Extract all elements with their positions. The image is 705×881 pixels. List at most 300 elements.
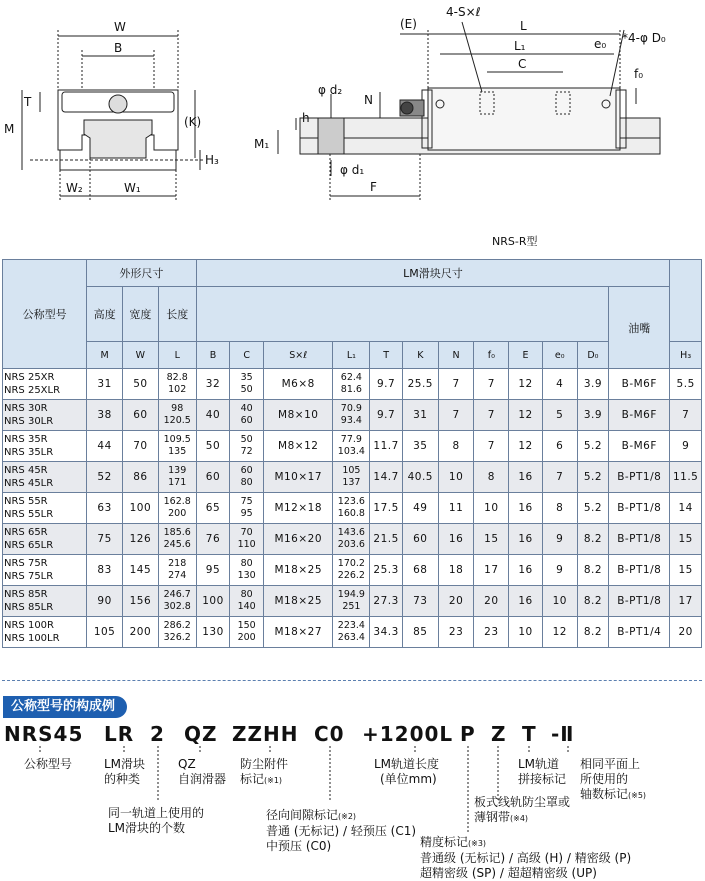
cell-dim-f0: 7 — [474, 431, 509, 462]
cell-dim-T: 9.7 — [370, 400, 403, 431]
cell-dim-H3: 7 — [670, 400, 702, 431]
cell-dim-C-line: 140 — [237, 601, 256, 612]
cell-grease: B-PT1/8 — [609, 493, 670, 524]
code-rail-length: +1200L — [362, 722, 454, 746]
cell-dim-H3: 9 — [670, 431, 702, 462]
sym-W: W — [122, 342, 158, 369]
cell-dim-W: 100 — [122, 493, 158, 524]
cell-grease: B-PT1/4 — [609, 617, 670, 648]
code-axes: -Ⅱ — [551, 722, 575, 746]
cell-model-line: NRS 35R — [4, 434, 48, 445]
front-rail — [84, 120, 152, 158]
cell-dim-L-line: 326.2 — [163, 632, 191, 643]
header-outer: 外形尺寸 — [87, 260, 196, 287]
cell-dim-L1 — [333, 524, 370, 555]
cell-dim-B: 60 — [196, 462, 230, 493]
table-row — [3, 555, 702, 586]
cell-dim-L1-line: 194.9 — [337, 589, 365, 600]
label-axes: 相同平面上 所使用的 轴数标记(※5) — [580, 757, 647, 801]
sym-S: S×ℓ — [264, 342, 333, 369]
cell-dim-C-line: 50 — [240, 384, 253, 395]
cell-dim-L-line: 171 — [168, 477, 187, 488]
cell-dim-W: 50 — [122, 369, 158, 400]
cell-dim-C-line: 50 — [240, 434, 253, 445]
cell-model-line: NRS 35LR — [4, 447, 54, 458]
dim-W2-label: W₂ — [66, 181, 83, 195]
sym-f0: f₀ — [474, 342, 509, 369]
cell-model-line: NRS 75R — [4, 558, 48, 569]
sym-N: N — [438, 342, 474, 369]
cell-dim-L-line: 286.2 — [163, 620, 191, 631]
header-model: 公称型号 — [3, 260, 87, 369]
cell-grease: B-PT1/8 — [609, 462, 670, 493]
label-dust: 防尘附件 标记(※1) — [240, 757, 289, 786]
dim-d2-label: φ d₂ — [318, 83, 343, 97]
dim-h-label: h — [302, 111, 310, 125]
cell-dim-L-line: 218 — [168, 558, 187, 569]
cell-dim-L1-line: 81.6 — [340, 384, 362, 395]
dim-K-label: (K) — [184, 115, 202, 129]
cell-dim-C-line: 150 — [237, 620, 256, 631]
cell-dim-L-line: 162.8 — [163, 496, 191, 507]
cell-dim-N: 10 — [438, 462, 474, 493]
cell-dim-L1 — [333, 462, 370, 493]
cell-dim-f0: 7 — [474, 400, 509, 431]
cell-dim-N: 20 — [438, 586, 474, 617]
cell-dim-L-line: 109.5 — [163, 434, 191, 445]
cell-dim-C-line: 80 — [240, 477, 253, 488]
cell-dim-S: M12×18 — [264, 493, 333, 524]
cell-dim-C-line: 75 — [240, 496, 253, 507]
cell-dim-S: M8×12 — [264, 431, 333, 462]
cell-dim-W: 200 — [122, 617, 158, 648]
cell-model — [3, 431, 87, 462]
cell-dim-N: 7 — [438, 400, 474, 431]
cell-model-line: NRS 30LR — [4, 416, 54, 427]
cell-dim-E: 12 — [509, 369, 543, 400]
cell-dim-K: 85 — [402, 617, 438, 648]
label-qz: QZ 自润滑器 — [178, 757, 227, 786]
cell-model-line: NRS 85LR — [4, 602, 54, 613]
cell-dim-L1-line: 77.9 — [340, 434, 362, 445]
cell-dim-e0: 8 — [542, 493, 577, 524]
cell-dim-K: 60 — [402, 524, 438, 555]
dim-L-label: L — [520, 19, 527, 33]
cell-dim-C-line: 70 — [240, 527, 253, 538]
cell-dim-e0: 5 — [542, 400, 577, 431]
cell-dim-T: 34.3 — [370, 617, 403, 648]
cell-dim-L-line: 185.6 — [163, 527, 191, 538]
cell-dim-e0: 9 — [542, 524, 577, 555]
cell-model-line: NRS 45LR — [4, 478, 54, 489]
cell-dim-C-line: 95 — [240, 508, 253, 519]
cell-dim-M: 75 — [87, 524, 123, 555]
cell-dim-E: 16 — [509, 462, 543, 493]
cell-dim-S: M18×27 — [264, 617, 333, 648]
cell-dim-C-line: 130 — [237, 570, 256, 581]
cell-model — [3, 493, 87, 524]
cell-dim-L — [158, 555, 196, 586]
cell-dim-H3: 20 — [670, 617, 702, 648]
cell-dim-M: 83 — [87, 555, 123, 586]
cell-dim-L1 — [333, 400, 370, 431]
cell-dim-M: 38 — [87, 400, 123, 431]
cell-dim-e0: 6 — [542, 431, 577, 462]
cell-dim-f0: 20 — [474, 586, 509, 617]
cell-dim-D0: 8.2 — [577, 555, 609, 586]
cell-dim-f0: 17 — [474, 555, 509, 586]
cell-dim-W: 156 — [122, 586, 158, 617]
table-row — [3, 617, 702, 648]
cell-dim-L — [158, 400, 196, 431]
cell-dim-B: 50 — [196, 431, 230, 462]
cell-model-line: NRS 55R — [4, 496, 48, 507]
cell-model-line: NRS 30R — [4, 403, 48, 414]
cell-dim-L-line: 135 — [168, 446, 187, 457]
cell-dim-f0: 10 — [474, 493, 509, 524]
cell-dim-C-line: 40 — [240, 403, 253, 414]
cell-dim-L1-line: 105 — [342, 465, 361, 476]
cell-dim-M: 63 — [87, 493, 123, 524]
cell-dim-K: 35 — [402, 431, 438, 462]
cell-dim-L1-line: 226.2 — [337, 570, 365, 581]
sym-T: T — [370, 342, 403, 369]
cell-dim-E: 16 — [509, 524, 543, 555]
cell-dim-L-line: 82.8 — [166, 372, 188, 383]
cell-model-line: NRS 25XR — [4, 372, 55, 383]
sym-K: K — [402, 342, 438, 369]
code-qz: QZ — [184, 722, 218, 746]
cell-dim-L1-line: 143.6 — [337, 527, 365, 538]
cell-dim-D0: 3.9 — [577, 369, 609, 400]
code-model: NRS45 — [4, 722, 84, 746]
table-row — [3, 431, 702, 462]
cell-dim-T: 21.5 — [370, 524, 403, 555]
cell-dim-D0: 3.9 — [577, 400, 609, 431]
cell-dim-T: 11.7 — [370, 431, 403, 462]
label-clearance: 径向间隙标记(※2) 普通 (无标记) / 轻预压 (C1) 中预压 (C0) — [266, 808, 417, 853]
cell-dim-H3: 11.5 — [670, 462, 702, 493]
cell-dim-C — [230, 369, 264, 400]
cell-dim-L — [158, 617, 196, 648]
cell-dim-C — [230, 617, 264, 648]
cell-grease: B-PT1/8 — [609, 555, 670, 586]
cell-model-line: NRS 65R — [4, 527, 48, 538]
cell-grease: B-PT1/8 — [609, 586, 670, 617]
cell-dim-L1 — [333, 493, 370, 524]
cell-dim-D0: 5.2 — [577, 431, 609, 462]
cell-dim-E: 10 — [509, 617, 543, 648]
cell-dim-C — [230, 555, 264, 586]
cell-dim-L-line: 302.8 — [163, 601, 191, 612]
cell-dim-e0: 12 — [542, 617, 577, 648]
cell-dim-L-line: 246.7 — [163, 589, 191, 600]
cell-dim-L — [158, 431, 196, 462]
cell-dim-S: M8×10 — [264, 400, 333, 431]
cell-dim-S: M18×25 — [264, 586, 333, 617]
header-h3-blank — [670, 260, 702, 342]
code-accuracy: P — [460, 722, 476, 746]
cell-model-line: NRS 55LR — [4, 509, 54, 520]
composition-title: 公称型号的构成例 — [3, 696, 127, 718]
cell-dim-C-line: 72 — [240, 446, 253, 457]
cell-dim-e0: 7 — [542, 462, 577, 493]
cell-dim-B: 40 — [196, 400, 230, 431]
code-clearance: C0 — [314, 722, 345, 746]
cell-dim-M: 31 — [87, 369, 123, 400]
cell-dim-L1 — [333, 431, 370, 462]
cell-dim-D0: 5.2 — [577, 462, 609, 493]
cell-dim-W: 145 — [122, 555, 158, 586]
cell-dim-C-line: 200 — [237, 632, 256, 643]
cell-dim-B: 65 — [196, 493, 230, 524]
header-height: 高度 — [87, 287, 123, 342]
cell-dim-E: 16 — [509, 586, 543, 617]
cell-model — [3, 524, 87, 555]
cell-dim-E: 12 — [509, 431, 543, 462]
cell-dim-K: 68 — [402, 555, 438, 586]
cell-dim-L-line: 120.5 — [163, 415, 191, 426]
label-rail-length: LM轨道长度 (单位mm) — [374, 757, 440, 786]
cell-dim-H3: 5.5 — [670, 369, 702, 400]
sym-C: C — [230, 342, 264, 369]
cell-model — [3, 555, 87, 586]
cell-dim-C — [230, 493, 264, 524]
cell-dim-D0: 8.2 — [577, 524, 609, 555]
side-block — [428, 88, 620, 150]
sym-D0: D₀ — [577, 342, 609, 369]
cell-dim-E: 16 — [509, 493, 543, 524]
code-count: 2 — [150, 722, 165, 746]
code-dust: ZZHH — [232, 722, 299, 746]
drawing-caption: NRS-R型 — [492, 235, 538, 248]
code-joint: T — [522, 722, 537, 746]
table-row — [3, 493, 702, 524]
cell-dim-e0: 4 — [542, 369, 577, 400]
cell-model — [3, 462, 87, 493]
cell-dim-B: 95 — [196, 555, 230, 586]
cell-dim-f0: 7 — [474, 369, 509, 400]
cell-dim-C-line: 80 — [240, 558, 253, 569]
dim-L1-label: L₁ — [514, 39, 526, 53]
cell-model — [3, 400, 87, 431]
dim-C-label: C — [518, 57, 527, 71]
cell-dim-D0: 8.2 — [577, 617, 609, 648]
label-block-type: LM滑块 的种类 — [104, 757, 146, 786]
cell-dim-M: 52 — [87, 462, 123, 493]
cell-dim-T: 25.3 — [370, 555, 403, 586]
cell-model — [3, 369, 87, 400]
cell-dim-L1-line: 93.4 — [340, 415, 362, 426]
cell-dim-L — [158, 462, 196, 493]
dim-M1-label: M₁ — [254, 137, 270, 151]
cell-dim-D0: 5.2 — [577, 493, 609, 524]
dim-W1-label: W₁ — [124, 181, 141, 195]
dim-W-label: W — [114, 20, 126, 34]
cell-dim-H3: 15 — [670, 524, 702, 555]
cell-dim-M: 90 — [87, 586, 123, 617]
cell-dim-H3: 15 — [670, 555, 702, 586]
cell-model-line: NRS 75LR — [4, 571, 54, 582]
cell-dim-T: 14.7 — [370, 462, 403, 493]
cell-dim-L — [158, 493, 196, 524]
cell-dim-L1 — [333, 369, 370, 400]
cell-dim-C — [230, 431, 264, 462]
cell-grease: B-PT1/8 — [609, 524, 670, 555]
cell-dim-K: 73 — [402, 586, 438, 617]
label-count: 同一轨道上使用的 LM滑块的个数 — [108, 806, 205, 835]
cell-dim-L1-line: 62.4 — [340, 372, 362, 383]
header-block: LM滑块尺寸 — [196, 260, 670, 287]
dim-N-label: N — [364, 93, 373, 107]
cell-dim-L1 — [333, 617, 370, 648]
label-accuracy: 精度标记(※3) 普通级 (无标记) / 高级 (H) / 精密级 (P) 超精密级 (SP) / 超超精密级 (UP) — [420, 835, 632, 880]
cell-dim-N: 11 — [438, 493, 474, 524]
cell-dim-S: M10×17 — [264, 462, 333, 493]
cell-dim-K: 49 — [402, 493, 438, 524]
dim-E-label: (E) — [400, 17, 417, 31]
cell-dim-C-line: 60 — [240, 415, 253, 426]
spec-table — [2, 259, 702, 648]
cell-grease: B-M6F — [609, 369, 670, 400]
dim-D0-label: *4-φ D₀ — [622, 31, 666, 45]
header-length: 长度 — [158, 287, 196, 342]
cell-dim-C — [230, 462, 264, 493]
cell-dim-L1-line: 203.6 — [337, 539, 365, 550]
dim-H3-label: H₃ — [205, 153, 219, 167]
cell-dim-L-line: 102 — [168, 384, 187, 395]
cell-dim-W: 60 — [122, 400, 158, 431]
cell-dim-N: 16 — [438, 524, 474, 555]
cell-model-line: NRS 100R — [4, 620, 54, 631]
cell-dim-e0: 10 — [542, 586, 577, 617]
dim-F-label: F — [370, 180, 377, 194]
cell-dim-W: 126 — [122, 524, 158, 555]
dim-T-label: T — [24, 95, 32, 109]
cell-dim-L-line: 98 — [171, 403, 184, 414]
table-row — [3, 369, 702, 400]
cell-dim-L1-line: 137 — [342, 477, 361, 488]
cell-grease: B-M6F — [609, 400, 670, 431]
cell-dim-H3: 17 — [670, 586, 702, 617]
cell-dim-C — [230, 400, 264, 431]
cell-dim-S: M16×20 — [264, 524, 333, 555]
cell-dim-N: 18 — [438, 555, 474, 586]
cell-dim-B: 76 — [196, 524, 230, 555]
sym-E: E — [509, 342, 543, 369]
cell-dim-f0: 15 — [474, 524, 509, 555]
cell-dim-L1-line: 70.9 — [340, 403, 362, 414]
cell-dim-L-line: 139 — [168, 465, 187, 476]
label-model: 公称型号 — [24, 757, 73, 771]
cell-dim-B: 100 — [196, 586, 230, 617]
cell-model — [3, 617, 87, 648]
cell-dim-L1-line: 123.6 — [337, 496, 365, 507]
cell-dim-T: 9.7 — [370, 369, 403, 400]
cell-dim-L1 — [333, 555, 370, 586]
sym-B: B — [196, 342, 230, 369]
sym-e0: e₀ — [542, 342, 577, 369]
cell-dim-L-line: 245.6 — [163, 539, 191, 550]
cell-dim-L1-line: 103.4 — [337, 446, 365, 457]
cell-dim-e0: 9 — [542, 555, 577, 586]
cell-dim-L — [158, 586, 196, 617]
cell-dim-W: 86 — [122, 462, 158, 493]
cell-dim-B: 32 — [196, 369, 230, 400]
cell-dim-N: 8 — [438, 431, 474, 462]
sym-M: M — [87, 342, 123, 369]
cell-dim-C-line: 80 — [240, 589, 253, 600]
cell-dim-N: 7 — [438, 369, 474, 400]
cell-dim-B: 130 — [196, 617, 230, 648]
table-row — [3, 524, 702, 555]
cell-dim-E: 16 — [509, 555, 543, 586]
cell-dim-T: 17.5 — [370, 493, 403, 524]
cell-model-line: NRS 100LR — [4, 633, 60, 644]
header-width: 宽度 — [122, 287, 158, 342]
table-row — [3, 400, 702, 431]
cell-model-line: NRS 25XLR — [4, 385, 61, 396]
cell-model — [3, 586, 87, 617]
cell-dim-W: 70 — [122, 431, 158, 462]
dim-d1-label: φ d₁ — [340, 163, 365, 177]
table-row — [3, 586, 702, 617]
dim-B-label: B — [114, 41, 123, 55]
header-block-spacer — [196, 287, 609, 342]
cell-dim-L1-line: 170.2 — [337, 558, 365, 569]
cell-model-line: NRS 85R — [4, 589, 48, 600]
cell-dim-E: 12 — [509, 400, 543, 431]
sym-L1: L₁ — [333, 342, 370, 369]
cell-dim-L1-line: 160.8 — [337, 508, 365, 519]
section-divider — [2, 680, 702, 681]
cell-dim-L — [158, 369, 196, 400]
cell-dim-f0: 8 — [474, 462, 509, 493]
dimension-drawing-svg — [0, 0, 705, 258]
code-block-type: LR — [104, 722, 135, 746]
code-cover: Z — [491, 722, 507, 746]
label-cover: 板式线轨防尘罩或 薄钢带(※4) — [474, 795, 571, 824]
cell-dim-M: 44 — [87, 431, 123, 462]
sym-H3: H₃ — [670, 342, 702, 369]
cell-dim-L — [158, 524, 196, 555]
cell-dim-D0: 8.2 — [577, 586, 609, 617]
cell-dim-C-line: 110 — [237, 539, 256, 550]
dim-f0-label: f₀ — [634, 67, 644, 81]
cell-dim-S: M6×8 — [264, 369, 333, 400]
dim-Sl-label: 4-S×ℓ — [446, 5, 481, 19]
cell-dim-N: 23 — [438, 617, 474, 648]
cell-dim-K: 25.5 — [402, 369, 438, 400]
cell-dim-T: 27.3 — [370, 586, 403, 617]
label-joint: LM轨道 拼接标记 — [518, 757, 567, 786]
header-grease: 油嘴 — [609, 287, 670, 369]
cell-dim-f0: 23 — [474, 617, 509, 648]
cell-dim-C — [230, 524, 264, 555]
cell-grease: B-M6F — [609, 431, 670, 462]
cell-dim-K: 40.5 — [402, 462, 438, 493]
cell-dim-L-line: 274 — [168, 570, 187, 581]
cell-dim-C-line: 35 — [240, 372, 253, 383]
cell-dim-L1 — [333, 586, 370, 617]
sym-L: L — [158, 342, 196, 369]
cell-dim-L1-line: 263.4 — [337, 632, 365, 643]
cell-dim-C — [230, 586, 264, 617]
cell-model-line: NRS 65LR — [4, 540, 54, 551]
cell-dim-K: 31 — [402, 400, 438, 431]
table-row — [3, 462, 702, 493]
spec-table-body — [3, 369, 702, 648]
